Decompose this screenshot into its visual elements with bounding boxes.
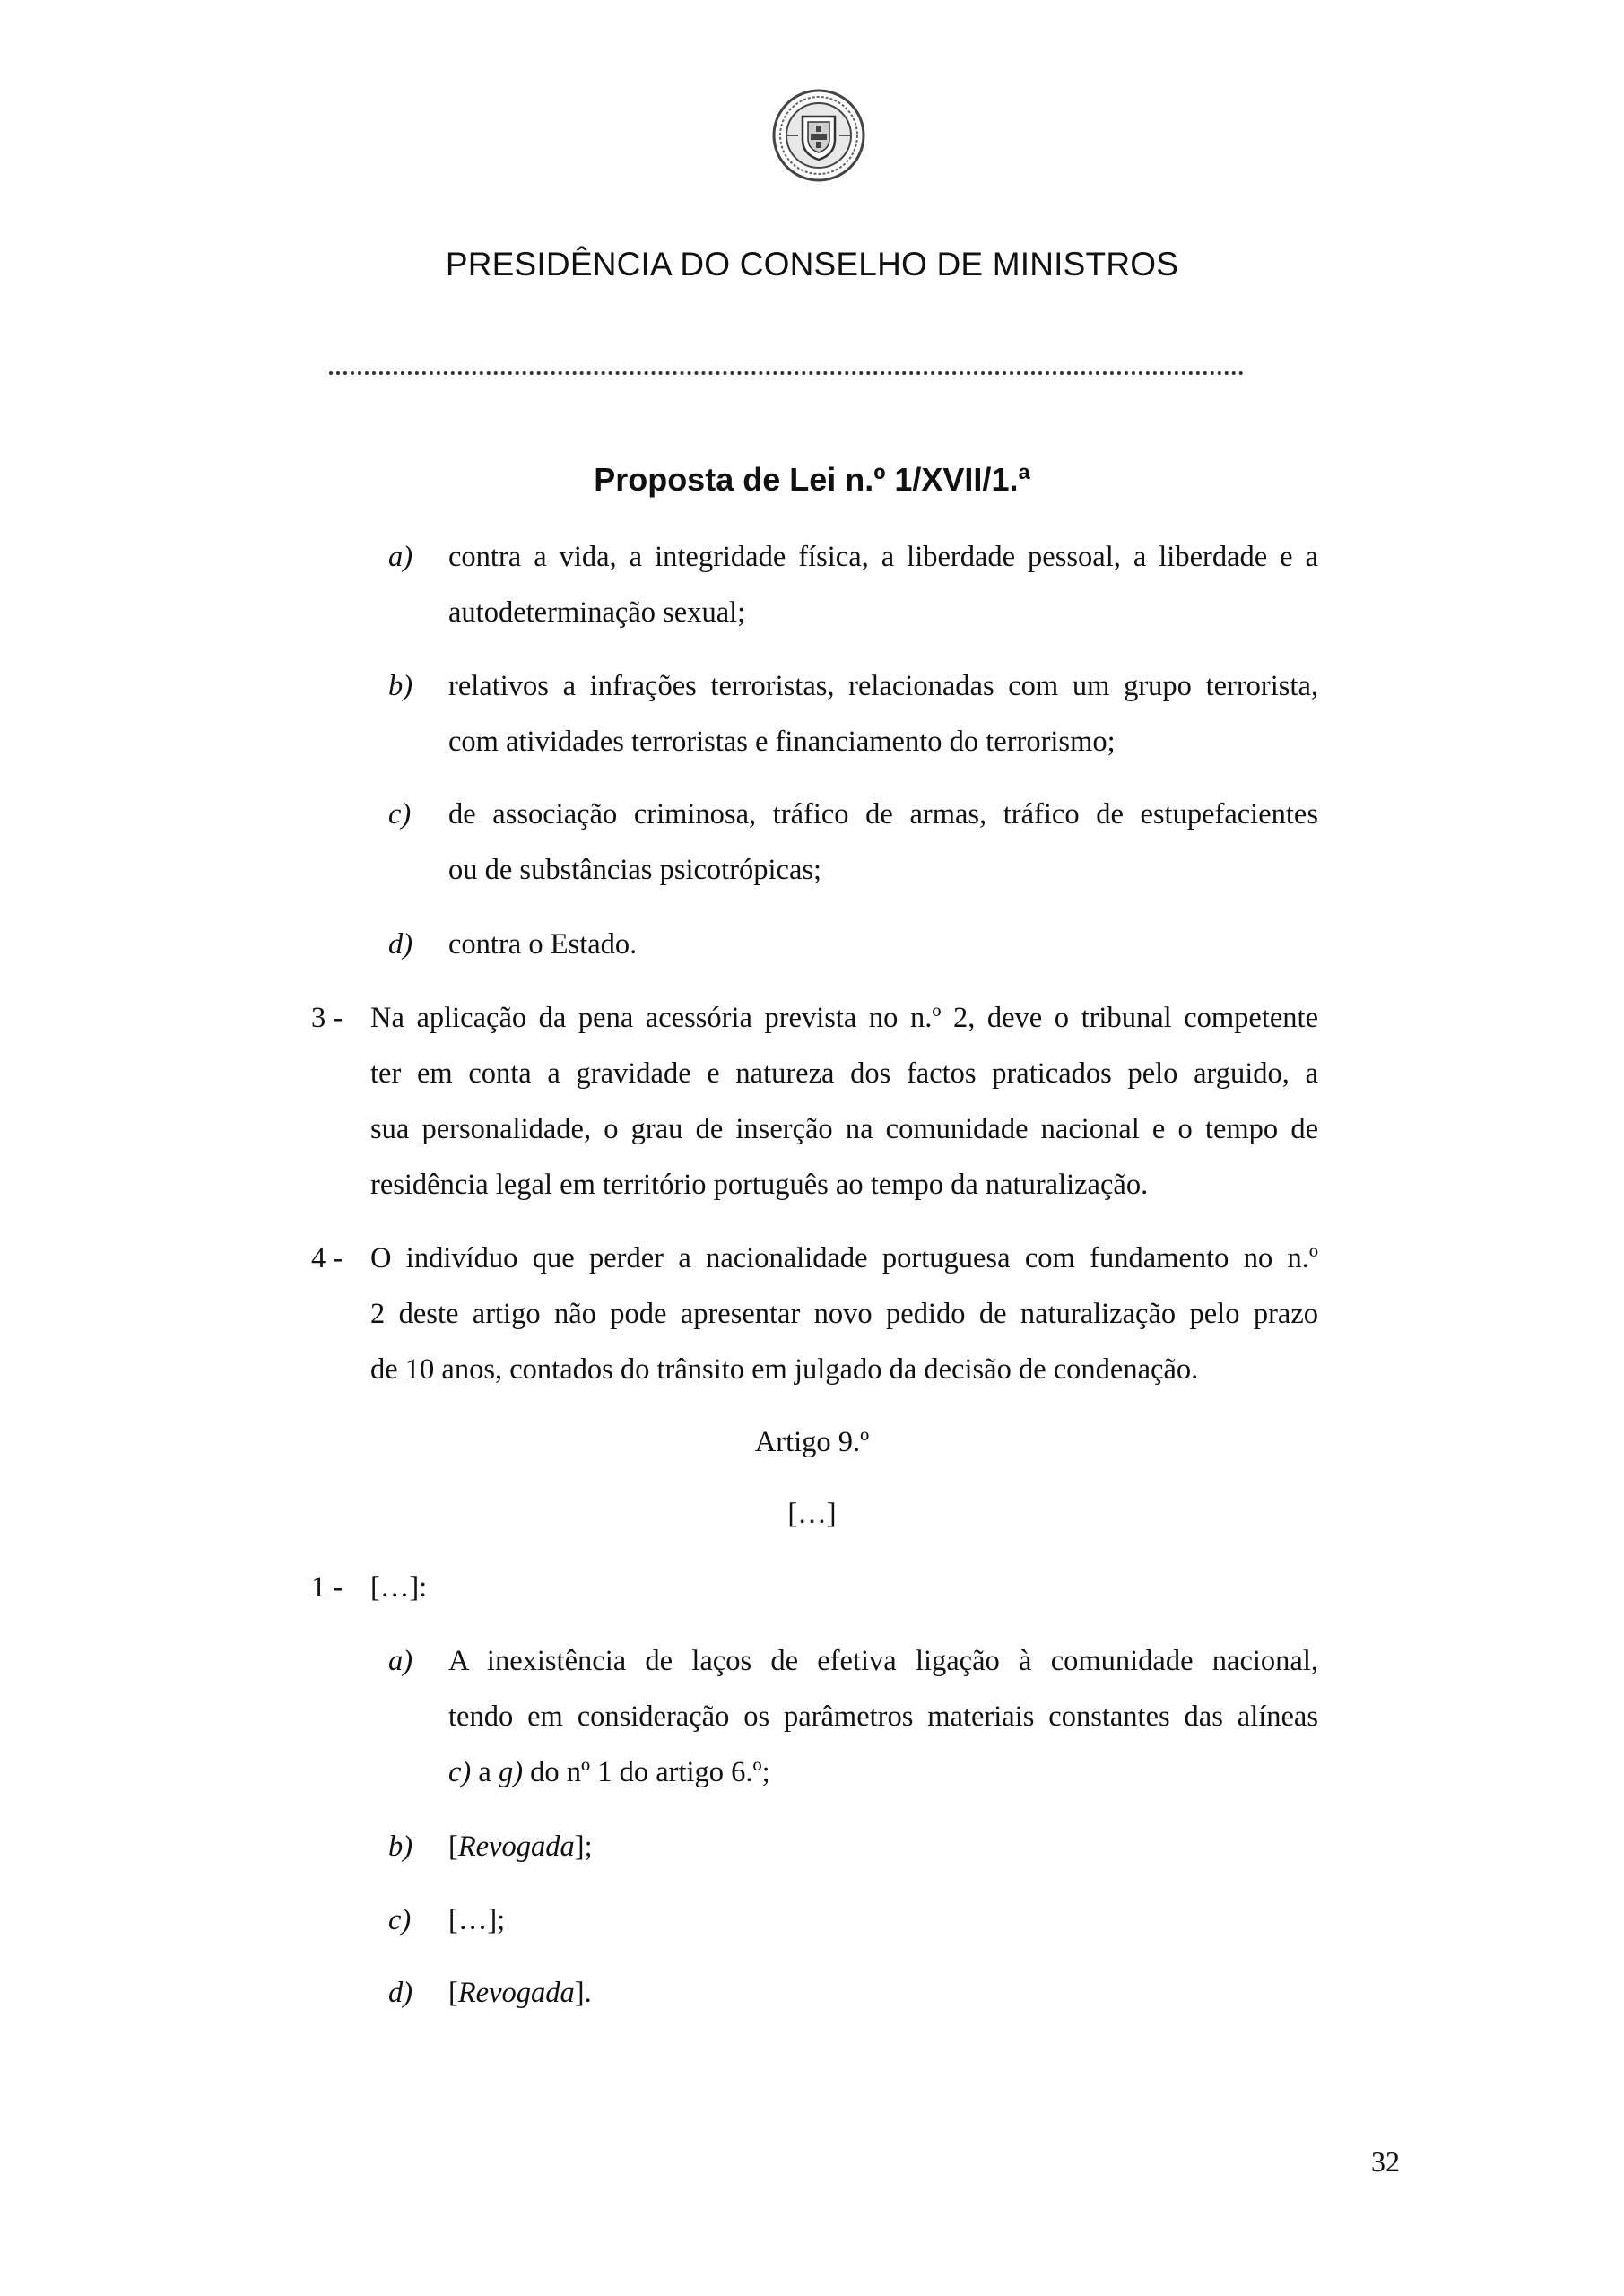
list-item-line: A inexistência de laços de efetiva ligação à comunidade nacional, <box>448 1645 1318 1677</box>
organization-name: PRESIDÊNCIA DO CONSELHO DE MINISTROS <box>445 246 1179 283</box>
list-item-line: autodeterminação sexual; <box>448 596 746 629</box>
list-item-line: contra a vida, a integridade física, a liberdade pessoal, a liberdade e a <box>448 541 1318 573</box>
bracket: [ <box>448 1831 458 1863</box>
list-item-label: c) <box>388 1904 412 1936</box>
paragraph-number: 4 - <box>311 1242 343 1274</box>
paragraph-line: ter em conta a gravidade e natureza dos factos praticados pelo arguido, a <box>370 1057 1318 1090</box>
header-divider <box>329 371 1244 375</box>
paragraph-number: 1 - <box>311 1571 343 1604</box>
list-item-label: d) <box>388 928 413 961</box>
list-item-line: tendo em consideração os parâmetros materiais constantes das alíneas <box>448 1700 1318 1733</box>
list-item-line: […]; <box>448 1904 506 1936</box>
paragraph-line: residência legal em território português ao tempo da naturalização. <box>370 1169 1149 1201</box>
list-item-label: d) <box>388 1977 413 2009</box>
alinea-reference: c) <box>448 1756 472 1788</box>
page-number: 32 <box>1371 2145 1400 2178</box>
paragraph-line: de 10 anos, contados do trânsito em julgado da decisão de condenação. <box>370 1353 1199 1386</box>
list-item-line <box>448 1975 592 2011</box>
list-item-line <box>448 1829 593 1865</box>
paragraph-line: 2 deste artigo não pode apresentar novo pedido de naturalização pelo prazo <box>370 1298 1318 1330</box>
coat-of-arms-icon <box>771 88 866 183</box>
article-subheading: […] <box>787 1498 837 1530</box>
paragraph-number: 3 - <box>311 1002 343 1034</box>
revoked-text: Revogada <box>457 1977 575 2009</box>
list-item-line: relativos a infrações terroristas, relacionadas com um grupo terrorista, <box>448 670 1318 702</box>
list-item-text: a <box>471 1756 499 1788</box>
list-item-label: b) <box>388 670 413 702</box>
list-item-label: a) <box>388 541 413 573</box>
bracket: ]. <box>574 1977 592 2009</box>
list-item-label: c) <box>388 798 412 831</box>
paragraph-line: sua personalidade, o grau de inserção na comunidade nacional e o tempo de <box>370 1113 1318 1145</box>
revoked-text: Revogada <box>457 1831 575 1863</box>
list-item-line <box>448 1754 770 1790</box>
list-item-text: do nº 1 do artigo 6.º; <box>523 1756 770 1788</box>
list-item-line: contra o Estado. <box>448 928 638 961</box>
paragraph-line: Na aplicação da pena acessória prevista no n.º 2, deve o tribunal competente <box>370 1002 1318 1034</box>
paragraph-line: O indivíduo que perder a nacionalidade portuguesa com fundamento no n.º <box>370 1242 1318 1274</box>
list-item-label: b) <box>388 1831 413 1863</box>
list-item-line: com atividades terroristas e financiamento do terrorismo; <box>448 726 1116 758</box>
list-item-line: ou de substâncias psicotrópicas; <box>448 854 822 886</box>
alinea-reference: g) <box>498 1756 524 1788</box>
document-title: Proposta de Lei n.º 1/XVII/1.ª <box>594 461 1030 498</box>
paragraph-line: […]: <box>370 1571 428 1604</box>
list-item-label: a) <box>388 1645 413 1677</box>
article-heading: Artigo 9.º <box>754 1426 870 1458</box>
bracket: [ <box>448 1977 458 2009</box>
bracket: ]; <box>574 1831 593 1863</box>
list-item-line: de associação criminosa, tráfico de armas, tráfico de estupefacientes <box>448 798 1318 831</box>
